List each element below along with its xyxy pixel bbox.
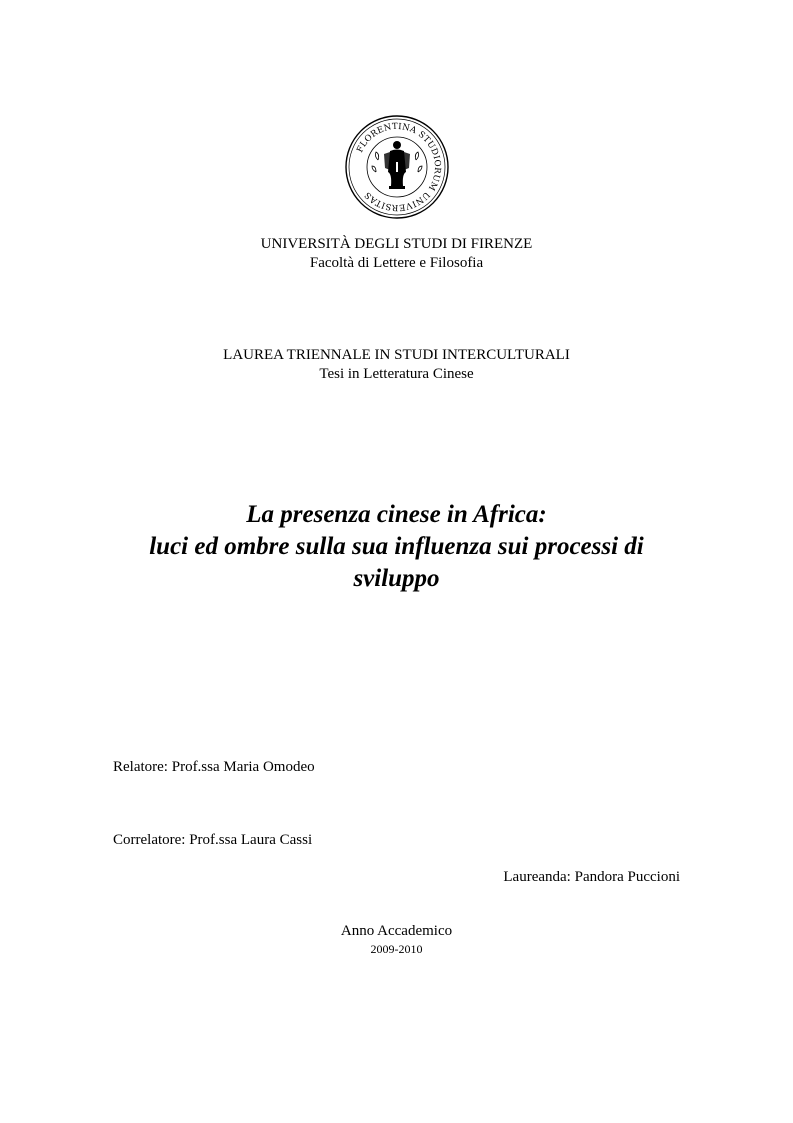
university-name: UNIVERSITÀ DEGLI STUDI DI FIRENZE (260, 236, 533, 252)
university-seal-icon (344, 114, 450, 220)
academic-year (0, 922, 793, 957)
academic-year-value: 2009-2010 (370, 942, 423, 956)
correlatore: Correlatore: Prof.ssa Laura Cassi (113, 832, 313, 848)
thesis-title (0, 499, 793, 595)
thesis-title-line: La presenza cinese in Africa: (246, 501, 547, 528)
thesis-field: Tesi in Letteratura Cinese (319, 366, 474, 382)
thesis-title-line: sviluppo (353, 565, 440, 592)
relatore: Relatore: Prof.ssa Maria Omodeo (113, 759, 315, 775)
degree-program: LAUREA TRIENNALE IN STUDI INTERCULTURALI (223, 347, 570, 363)
degree-info (0, 346, 793, 384)
academic-year-label: Anno Accademico (340, 923, 453, 939)
thesis-title-line: luci ed ombre sulla sua influenza sui processi di (149, 533, 644, 560)
faculty-name: Facoltà di Lettere e Filosofia (309, 255, 484, 271)
university-seal (344, 114, 450, 220)
laureanda: Laureanda: Pandora Puccioni (503, 869, 680, 885)
svg-text:FLORENTINA STUDIORUM UNIVERSIT: FLORENTINA STUDIORUM UNIVERSITAS (355, 121, 443, 213)
university-header (0, 235, 793, 273)
